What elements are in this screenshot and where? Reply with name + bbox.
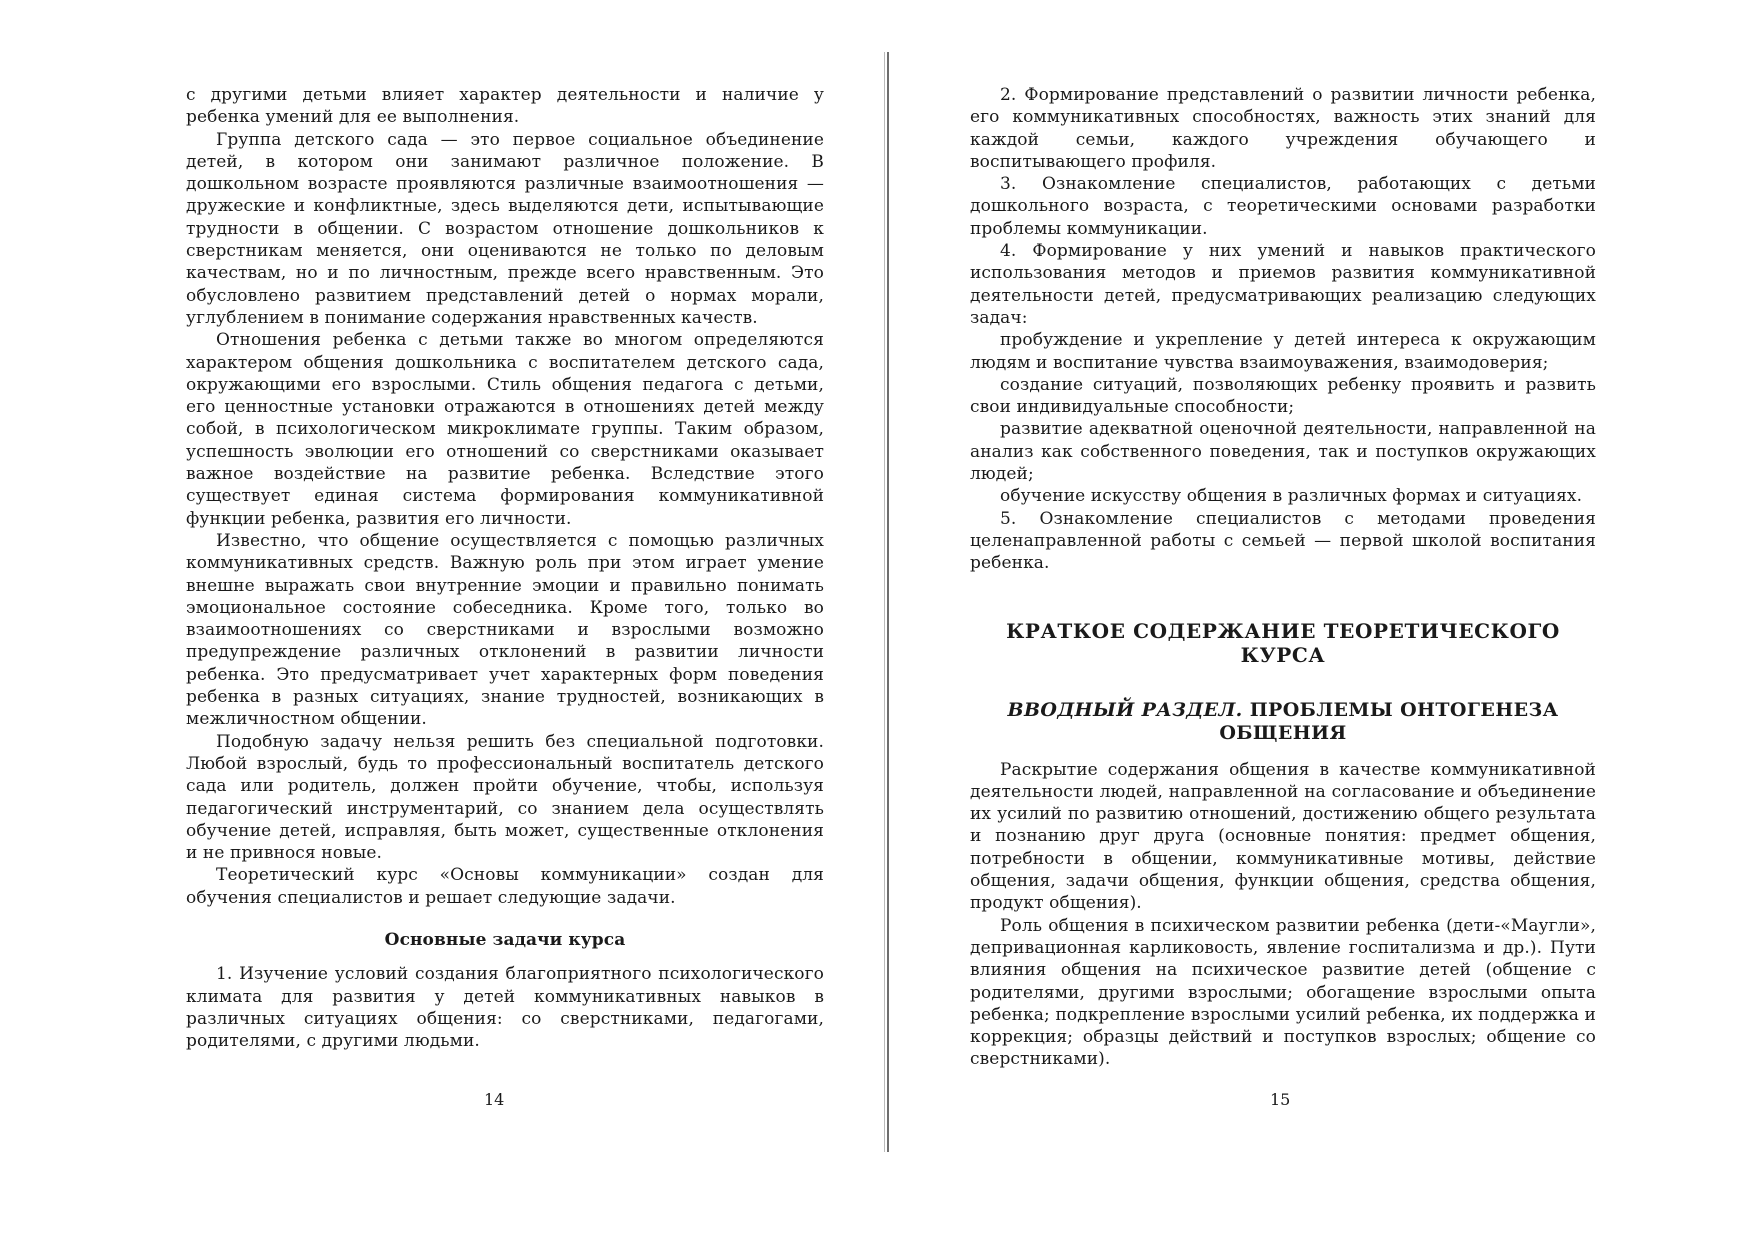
paragraph: обучение искусству общения в различных формах и ситуациях. (1000, 486, 1583, 507)
paragraph: Известно, что общение осуществляется с помощью различных коммуникативных средств. Важную роль при этом играет умение внешне выражать свои внутренние эмоции и правильно понимать эмоциональное состояние собеседника. Кроме того, только во взаимоотношениях со сверстниками и взрослыми возможно предупреждение различных отклонений в развитии личности ребенка. Это предусматривает учет характерных форм поведения ребенка в разных ситуациях, знание трудностей, возникающих в межличностном общении. (186, 530, 824, 730)
book-gutter (887, 52, 889, 1152)
section-heading-line-1 (970, 699, 1596, 722)
section-heading (970, 699, 1596, 745)
section-heading-line-2: ОБЩЕНИЯ (1219, 721, 1347, 744)
section-heading-italic: ВВОДНЫЙ РАЗДЕЛ. (1007, 698, 1243, 721)
left-page-text (186, 84, 824, 1052)
paragraph: Отношения ребенка с детьми также во многом определяются характером общения дошкольника с воспитателем детского сада, окружающими его взрослыми. Стиль общения педагога с детьми, его ценностные установки отражаются в отношениях детей между собой, в психологическом микроклимате группы. Таким образом, успешность эволюции его отношений со сверстниками оказывает важное воздействие на развитие ребенка. Вследствие этого существует единая система формирования коммуникативной функции ребенка, развития его личности. (186, 330, 824, 529)
paragraph: 3. Ознакомление специалистов, работающих с детьми дошкольного возраста, с теоретическими основами разработки проблемы коммуникации. (970, 174, 1596, 239)
paragraph: 1. Изучение условий создания благоприятного психологического климата для развития у детей коммуникативных навыков в различных ситуациях общения: со сверстниками, педагогами, родителями, с другими людьми. (186, 964, 824, 1052)
page-number: 15 (1270, 1090, 1291, 1109)
chapter-heading (970, 619, 1596, 667)
page-number: 14 (484, 1090, 505, 1109)
paragraph: создание ситуаций, позволяющих ребенку проявить и развить свои индивидуальные способности; (970, 374, 1596, 418)
subheading-course-tasks: Основные задачи курса (384, 929, 626, 950)
paragraph: Раскрытие содержания общения в качестве коммуникативной деятельности людей, направленной на согласование и объединение их усилий по развитию отношений, достижению общего результата и познанию друг друга (основные понятия: предмет общения, потребности в общении, коммуникативные мотивы, действие общения, задачи общения, функции общения, средства общения, продукт общения). (970, 759, 1596, 914)
paragraph: Подобную задачу нельзя решить без специальной подготовки. Любой взрослый, будь то профессиональный воспитатель детского сада или родитель, должен пройти обучение, чтобы, используя педагогический инструментарий, со знанием дела осуществлять обучение детей, исправляя, быть может, существенные отклонения и не привнося новые. (186, 731, 824, 864)
right-page (890, 0, 1754, 1240)
gutter-shadow (884, 52, 885, 1152)
paragraph: Теоретический курс «Основы коммуникации» создан для обучения специалистов и решает следующие задачи. (186, 865, 824, 908)
chapter-heading-line-1: КРАТКОЕ СОДЕРЖАНИЕ ТЕОРЕТИЧЕСКОГО (1006, 618, 1560, 643)
right-page-text (970, 84, 1596, 1071)
paragraph: с другими детьми влияет характер деятельности и наличие у ребенка умений для ее выполнения. (186, 85, 824, 128)
paragraph: 2. Формирование представлений о развитии личности ребенка, его коммуникативных способностях, важность этих знаний для каждой семьи, каждого учреждения обучающего и воспитывающего профиля. (970, 85, 1596, 172)
chapter-heading-line-2: КУРСА (1240, 642, 1326, 667)
paragraph: Роль общения в психическом развитии ребенка (дети-«Маугли», депривационная карликовость, явление госпитализма и др.). Пути влияния общения на психическое развитие детей (общение с родителями, другими взрослыми; обогащение взрослыми опыта ребенка; подкрепление взрослыми усилий ребенка, их поддержка и коррекция; образцы действий и поступков взрослых; общение со сверстниками). (970, 915, 1596, 1070)
paragraph: Группа детского сада — это первое социальное объединение детей, в котором они занимают различное положение. В дошкольном возрасте проявляются различные взаимоотношения — дружеские и конфликтные, здесь выделяются дети, испытывающие трудности в общении. С возрастом отношение дошкольников к сверстникам меняется, они оцениваются не только по деловым качествам, но и по личностным, прежде всего нравственным. Это обусловлено развитием представлений детей о нормах морали, углублением в понимание содержания нравственных качеств. (186, 129, 824, 328)
paragraph: пробуждение и укрепление у детей интереса к окружающим людям и воспитание чувства взаимоуважения, взаимодоверия; (970, 330, 1596, 373)
paragraph: 4. Формирование у них умений и навыков практического использования методов и приемов развития коммуникативной деятельности детей, предусматривающих реализацию следующих задач: (970, 241, 1596, 328)
paragraph: 5. Ознакомление специалистов с методами проведения целенаправленной работы с семьей — первой школой воспитания ребенка. (970, 508, 1596, 574)
section-heading-rest: ПРОБЛЕМЫ ОНТОГЕНЕЗА (1242, 698, 1559, 721)
paragraph: развитие адекватной оценочной деятельности, направленной на анализ как собственного поведения, так и поступков окружающих людей; (970, 419, 1596, 485)
